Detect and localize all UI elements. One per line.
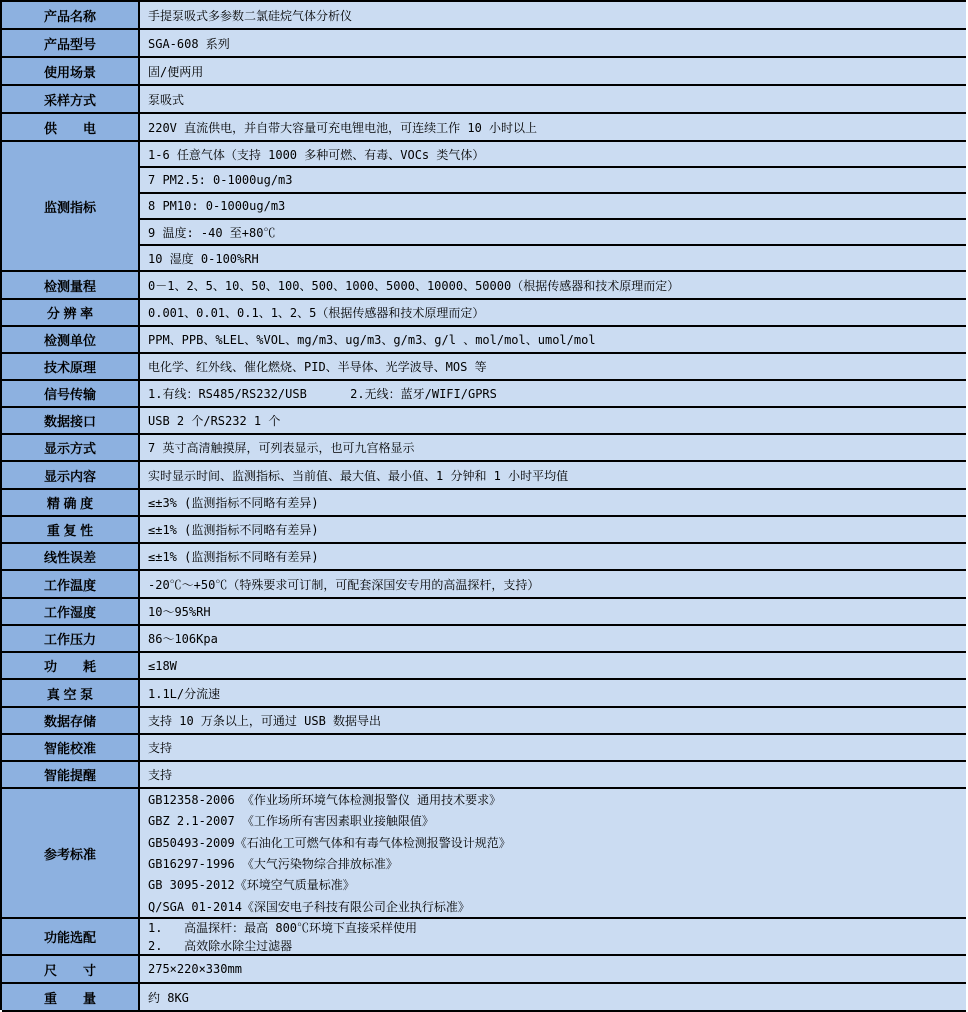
spec-value xyxy=(140,381,966,406)
spec-row xyxy=(2,86,966,114)
spec-row xyxy=(2,735,966,762)
spec-value xyxy=(140,114,966,140)
spec-row xyxy=(2,762,966,789)
spec-value-line: 86～106Kpa xyxy=(148,632,218,646)
spec-value-line: GB 3095-2012《环境空气质量标准》 xyxy=(148,878,355,893)
spec-value-line: 2. 高效除水除尘过滤器 xyxy=(148,938,293,953)
spec-value-line: 1-6 任意气体（支持 1000 多种可燃、有毒、VOCs 类气体） xyxy=(140,142,966,168)
spec-row xyxy=(2,571,966,599)
spec-value-line: 手提泵吸式多参数二氯硅烷气体分析仪 xyxy=(148,8,353,23)
spec-row xyxy=(2,626,966,653)
spec-value-line: 支持 xyxy=(148,741,173,755)
spec-value-line: 1. 高温探杆：最高 800℃环境下直接采样使用 xyxy=(148,921,418,936)
spec-value-line: 10～95%RH xyxy=(148,605,211,619)
spec-row xyxy=(2,327,966,354)
spec-value xyxy=(140,327,966,352)
spec-label: 参考标准 xyxy=(2,789,140,917)
spec-value-line: 220V 直流供电，并自带大容量可充电锂电池，可连续工作 10 小时以上 xyxy=(148,120,538,135)
spec-row xyxy=(2,544,966,571)
spec-value xyxy=(140,789,966,917)
spec-label: 检测单位 xyxy=(2,327,140,352)
spec-value xyxy=(140,984,966,1010)
spec-value-line: 1.有线：RS485/RS232/USB 2.无线：蓝牙/WIFI/GPRS xyxy=(148,387,497,401)
spec-value-line: 电化学、红外线、催化燃烧、PID、半导体、光学波导、MOS 等 xyxy=(148,360,487,374)
spec-label: 检测量程 xyxy=(2,272,140,298)
spec-label: 数据接口 xyxy=(2,408,140,433)
spec-row xyxy=(2,142,966,272)
spec-label: 数据存储 xyxy=(2,708,140,733)
spec-value xyxy=(140,354,966,379)
spec-row xyxy=(2,599,966,626)
spec-label: 技术原理 xyxy=(2,354,140,379)
spec-value-line: 支持 10 万条以上，可通过 USB 数据导出 xyxy=(148,714,382,728)
spec-value xyxy=(140,517,966,542)
spec-label: 工作温度 xyxy=(2,571,140,597)
spec-value-line: GB50493-2009《石油化工可燃气体和有毒气体检测报警设计规范》 xyxy=(148,835,511,850)
spec-value-line: ≤18W xyxy=(148,658,177,673)
spec-label: 功 耗 xyxy=(2,653,140,678)
spec-value xyxy=(140,58,966,84)
spec-value-line: 9 温度: -40 至+80℃ xyxy=(140,220,966,246)
spec-row xyxy=(2,300,966,327)
spec-value-line: SGA-608 系列 xyxy=(148,36,230,51)
spec-row xyxy=(2,462,966,490)
spec-label: 智能提醒 xyxy=(2,762,140,787)
spec-row xyxy=(2,2,966,30)
spec-value-line: 实时显示时间、监测指标、当前值、最大值、最小值、1 分钟和 1 小时平均值 xyxy=(148,468,569,483)
spec-label: 尺 寸 xyxy=(2,956,140,982)
spec-label: 供 电 xyxy=(2,114,140,140)
spec-value xyxy=(140,272,966,298)
spec-value xyxy=(140,86,966,112)
spec-row xyxy=(2,435,966,462)
spec-label: 显示方式 xyxy=(2,435,140,460)
spec-label: 功能选配 xyxy=(2,919,140,954)
spec-value xyxy=(140,462,966,488)
spec-value xyxy=(140,735,966,760)
spec-value-line: 8 PM10: 0-1000ug/m3 xyxy=(140,194,966,220)
spec-value-line: PPM、PPB、%LEL、%VOL、mg/m3、ug/m3、g/m3、g/l 、mol/mol、umol/mol xyxy=(148,333,596,347)
spec-value xyxy=(140,708,966,733)
spec-value xyxy=(140,142,966,270)
spec-value-line: 固/便两用 xyxy=(148,64,204,79)
spec-row xyxy=(2,653,966,680)
spec-label: 产品型号 xyxy=(2,30,140,56)
spec-value-line: ≤±1% (监测指标不同略有差异) xyxy=(148,523,319,537)
spec-label: 真 空 泵 xyxy=(2,680,140,706)
spec-row xyxy=(2,408,966,435)
spec-value xyxy=(140,956,966,982)
spec-value xyxy=(140,599,966,624)
spec-label: 工作压力 xyxy=(2,626,140,651)
spec-label: 线性误差 xyxy=(2,544,140,569)
spec-label: 精 确 度 xyxy=(2,490,140,515)
spec-label: 信号传输 xyxy=(2,381,140,406)
spec-value xyxy=(140,490,966,515)
spec-value xyxy=(140,571,966,597)
spec-row xyxy=(2,114,966,142)
spec-row xyxy=(2,354,966,381)
spec-label: 智能校准 xyxy=(2,735,140,760)
spec-row xyxy=(2,680,966,708)
spec-label: 产品名称 xyxy=(2,2,140,28)
spec-value-line: GB16297-1996 《大气污染物综合排放标准》 xyxy=(148,857,398,872)
spec-label: 重 量 xyxy=(2,984,140,1010)
spec-value-line: GB12358-2006 《作业场所环境气体检测报警仪 通用技术要求》 xyxy=(148,793,502,808)
spec-value-line: GBZ 2.1-2007 《工作场所有害因素职业接触限值》 xyxy=(148,814,434,829)
spec-row xyxy=(2,58,966,86)
spec-row xyxy=(2,789,966,919)
spec-row xyxy=(2,490,966,517)
spec-row xyxy=(2,956,966,984)
spec-value-line: -20℃～+50℃（特殊要求可订制，可配套深国安专用的高温探杆，支持） xyxy=(148,577,540,592)
spec-value-line: 7 英寸高清触摸屏，可列表显示，也可九宫格显示 xyxy=(148,441,415,455)
spec-value-line: 0－1、2、5、10、50、100、500、1000、5000、10000、50000（根据传感器和技术原理而定） xyxy=(148,278,680,293)
spec-row xyxy=(2,30,966,58)
spec-value-line: 275×220×330mm xyxy=(148,962,242,976)
spec-value-line: ≤±1% (监测指标不同略有差异) xyxy=(148,550,319,564)
spec-label: 监测指标 xyxy=(2,142,140,270)
spec-row xyxy=(2,984,966,1012)
spec-label: 显示内容 xyxy=(2,462,140,488)
spec-value-line: 约 8KG xyxy=(148,990,189,1005)
spec-value xyxy=(140,300,966,325)
spec-value xyxy=(140,653,966,678)
spec-value xyxy=(140,435,966,460)
spec-value xyxy=(140,408,966,433)
spec-row xyxy=(2,708,966,735)
spec-row xyxy=(2,919,966,956)
spec-value-line: 支持 xyxy=(148,768,173,782)
spec-value-line: 泵吸式 xyxy=(148,92,185,107)
spec-value xyxy=(140,544,966,569)
spec-value-line: Q/SGA 01-2014《深国安电子科技有限公司企业执行标准》 xyxy=(148,899,470,914)
spec-value-line: 1.1L/分流速 xyxy=(148,686,221,701)
spec-row xyxy=(2,517,966,544)
spec-label: 采样方式 xyxy=(2,86,140,112)
spec-value-line: USB 2 个/RS232 1 个 xyxy=(148,414,281,428)
spec-value xyxy=(140,626,966,651)
spec-value-line: ≤±3% (监测指标不同略有差异) xyxy=(148,496,319,510)
spec-label: 重 复 性 xyxy=(2,517,140,542)
spec-label: 分 辨 率 xyxy=(2,300,140,325)
spec-value-line: 7 PM2.5: 0-1000ug/m3 xyxy=(140,168,966,194)
spec-row xyxy=(2,381,966,408)
spec-value xyxy=(140,919,966,954)
spec-label: 使用场景 xyxy=(2,58,140,84)
spec-value xyxy=(140,30,966,56)
spec-value xyxy=(140,762,966,787)
spec-value-line: 10 湿度 0-100%RH xyxy=(148,251,259,266)
spec-row xyxy=(2,272,966,300)
spec-value xyxy=(140,2,966,28)
spec-label: 工作湿度 xyxy=(2,599,140,624)
spec-value xyxy=(140,680,966,706)
spec-value-line: 0.001、0.01、0.1、1、2、5（根据传感器和技术原理而定） xyxy=(148,306,485,320)
